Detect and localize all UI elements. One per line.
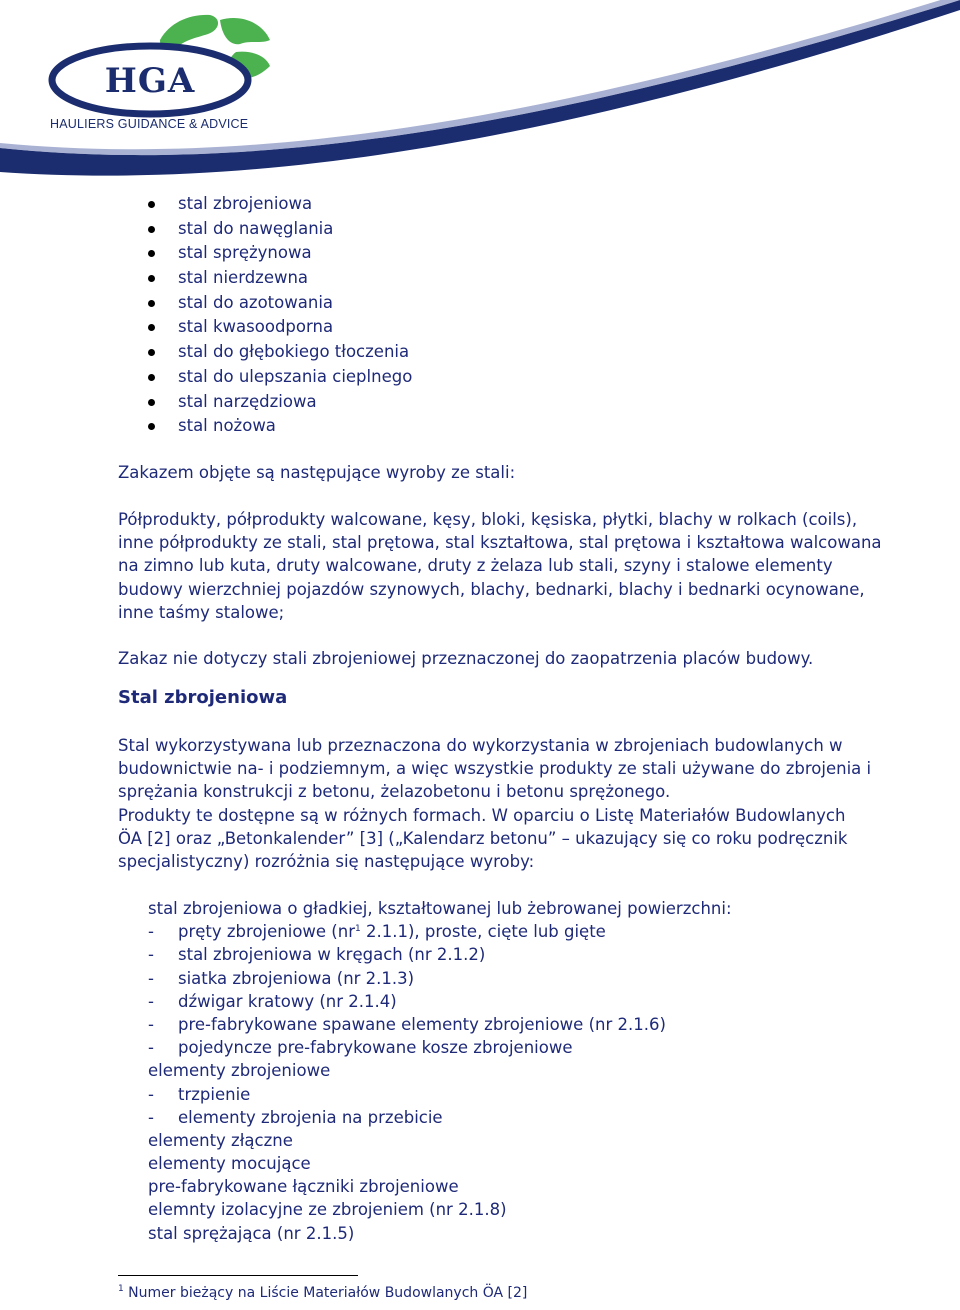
exception-paragraph: Zakaz nie dotyczy stali zbrojeniowej przeznaczonej do zaopatrzenia placów budowy.: [118, 649, 814, 668]
list-item: stal do nawęglania: [148, 217, 412, 242]
bullet-icon: [148, 423, 155, 430]
list-item: stal do azotowania: [148, 291, 412, 316]
bullet-icon: [148, 324, 155, 331]
list-item: stal narzędziowa: [148, 390, 412, 415]
bullet-icon: [148, 349, 155, 356]
list-item: stal do ulepszania cieplnego: [148, 365, 412, 390]
bullet-icon: [148, 300, 155, 307]
bullet-icon: [148, 250, 155, 257]
footnote-ref: 1: [354, 924, 361, 935]
hga-logo: [52, 46, 248, 114]
logo-tagline: HAULIERS GUIDANCE & ADVICE: [50, 117, 249, 131]
list-item: stal do głębokiego tłoczenia: [148, 340, 412, 365]
list-item: - pre-fabrykowane spawane elementy zbrojeniowe (nr 2.1.6): [148, 1014, 666, 1034]
footnote-number: 1: [118, 1284, 124, 1294]
steel-types-list: [148, 192, 412, 439]
footnote: [118, 1285, 527, 1301]
header-graphic: [0, 0, 960, 180]
list-item: - pręty zbrojeniowe ($nr^1$ 2.1.1), proste, cięte lub gięte: [148, 922, 606, 942]
list-item: elementy mocujące: [148, 1154, 311, 1174]
list-item: elementy złączne: [148, 1130, 293, 1150]
section-title: Stal zbrojeniowa: [118, 687, 288, 708]
list-item: pre-fabrykowane łączniki zbrojeniowe: [148, 1177, 459, 1197]
footnote-divider: [118, 1275, 358, 1276]
list-item: stal sprężająca (nr 2.1.5): [148, 1223, 355, 1243]
list-item: - pojedyncze pre-fabrykowane kosze zbrojeniowe: [148, 1038, 573, 1058]
list-item: - elementy zbrojenia na przebicie: [148, 1107, 443, 1127]
list-item: stal zbrojeniowa: [148, 192, 412, 217]
list-item: elemnty izolacyjne ze zbrojeniem (nr 2.1.8): [148, 1200, 507, 1220]
bullet-icon: [148, 275, 155, 282]
list-item: - stal zbrojeniowa w kręgach (nr 2.1.2): [148, 945, 486, 965]
list-item: stal zbrojeniowa o gładkiej, kształtowanej lub żebrowanej powierzchni:: [148, 899, 732, 918]
bullet-icon: [148, 399, 155, 406]
products-paragraph: Półprodukty, półprodukty walcowane, kęsy, bloki, kęsiska, płytki, blachy w rolkach (coils), inne półprodukty ze stali, stal prętowa, stal kształtowa, stal prętowa i kształtowa walcowana na zimno lub kuta, druty walcowane, druty z żelaza lub stali, szyny i stalowe elementy budowy wierzchniej pojazdów szynowych, blachy, bednarki, blachy i bednarki ocynowane, inne taśmy stalowe;: [118, 510, 882, 622]
list-item: stal nierdzewna: [148, 266, 412, 291]
list-item: - trzpienie: [148, 1084, 251, 1104]
list-item: elementy zbrojeniowe: [148, 1061, 331, 1081]
intro-paragraph: Zakazem objęte są następujące wyroby ze stali:: [118, 463, 516, 482]
bullet-icon: [148, 201, 155, 208]
page-header: [0, 0, 960, 180]
list-item: stal kwasoodporna: [148, 315, 412, 340]
definition-paragraph: Stal wykorzystywana lub przeznaczona do wykorzystania w zbrojeniach budowlanych w budownictwie na- i podziemnym, a więc wszystkie produkty ze stali używane do zbrojenia i sprężania konstrukcji z betonu, żelazobetonu i betonu sprężonego. Produkty te dostępne są w różnych formach. W oparciu o Listę Materiałów Budowlanych ÖA [2] oraz „Betonkalender” [3] („Kalendarz betonu” – ukazujący się co roku podręcznik specjalistyczny) rozróżnia się następujące wyroby:: [118, 736, 872, 872]
logo-text: HGA: [104, 61, 196, 101]
bullet-icon: [148, 226, 155, 233]
list-item: - siatka zbrojeniowa (nr 2.1.3): [148, 968, 415, 988]
list-item: stal nożowa: [148, 414, 412, 439]
bullet-icon: [148, 374, 155, 381]
list-item: - dźwigar kratowy (nr 2.1.4): [148, 991, 397, 1011]
list-item: stal sprężynowa: [148, 241, 412, 266]
rebar-products-list: [148, 897, 732, 1245]
footnote-text: Numer bieżący na Liście Materiałów Budowlanych ÖA [2]: [123, 1285, 528, 1301]
